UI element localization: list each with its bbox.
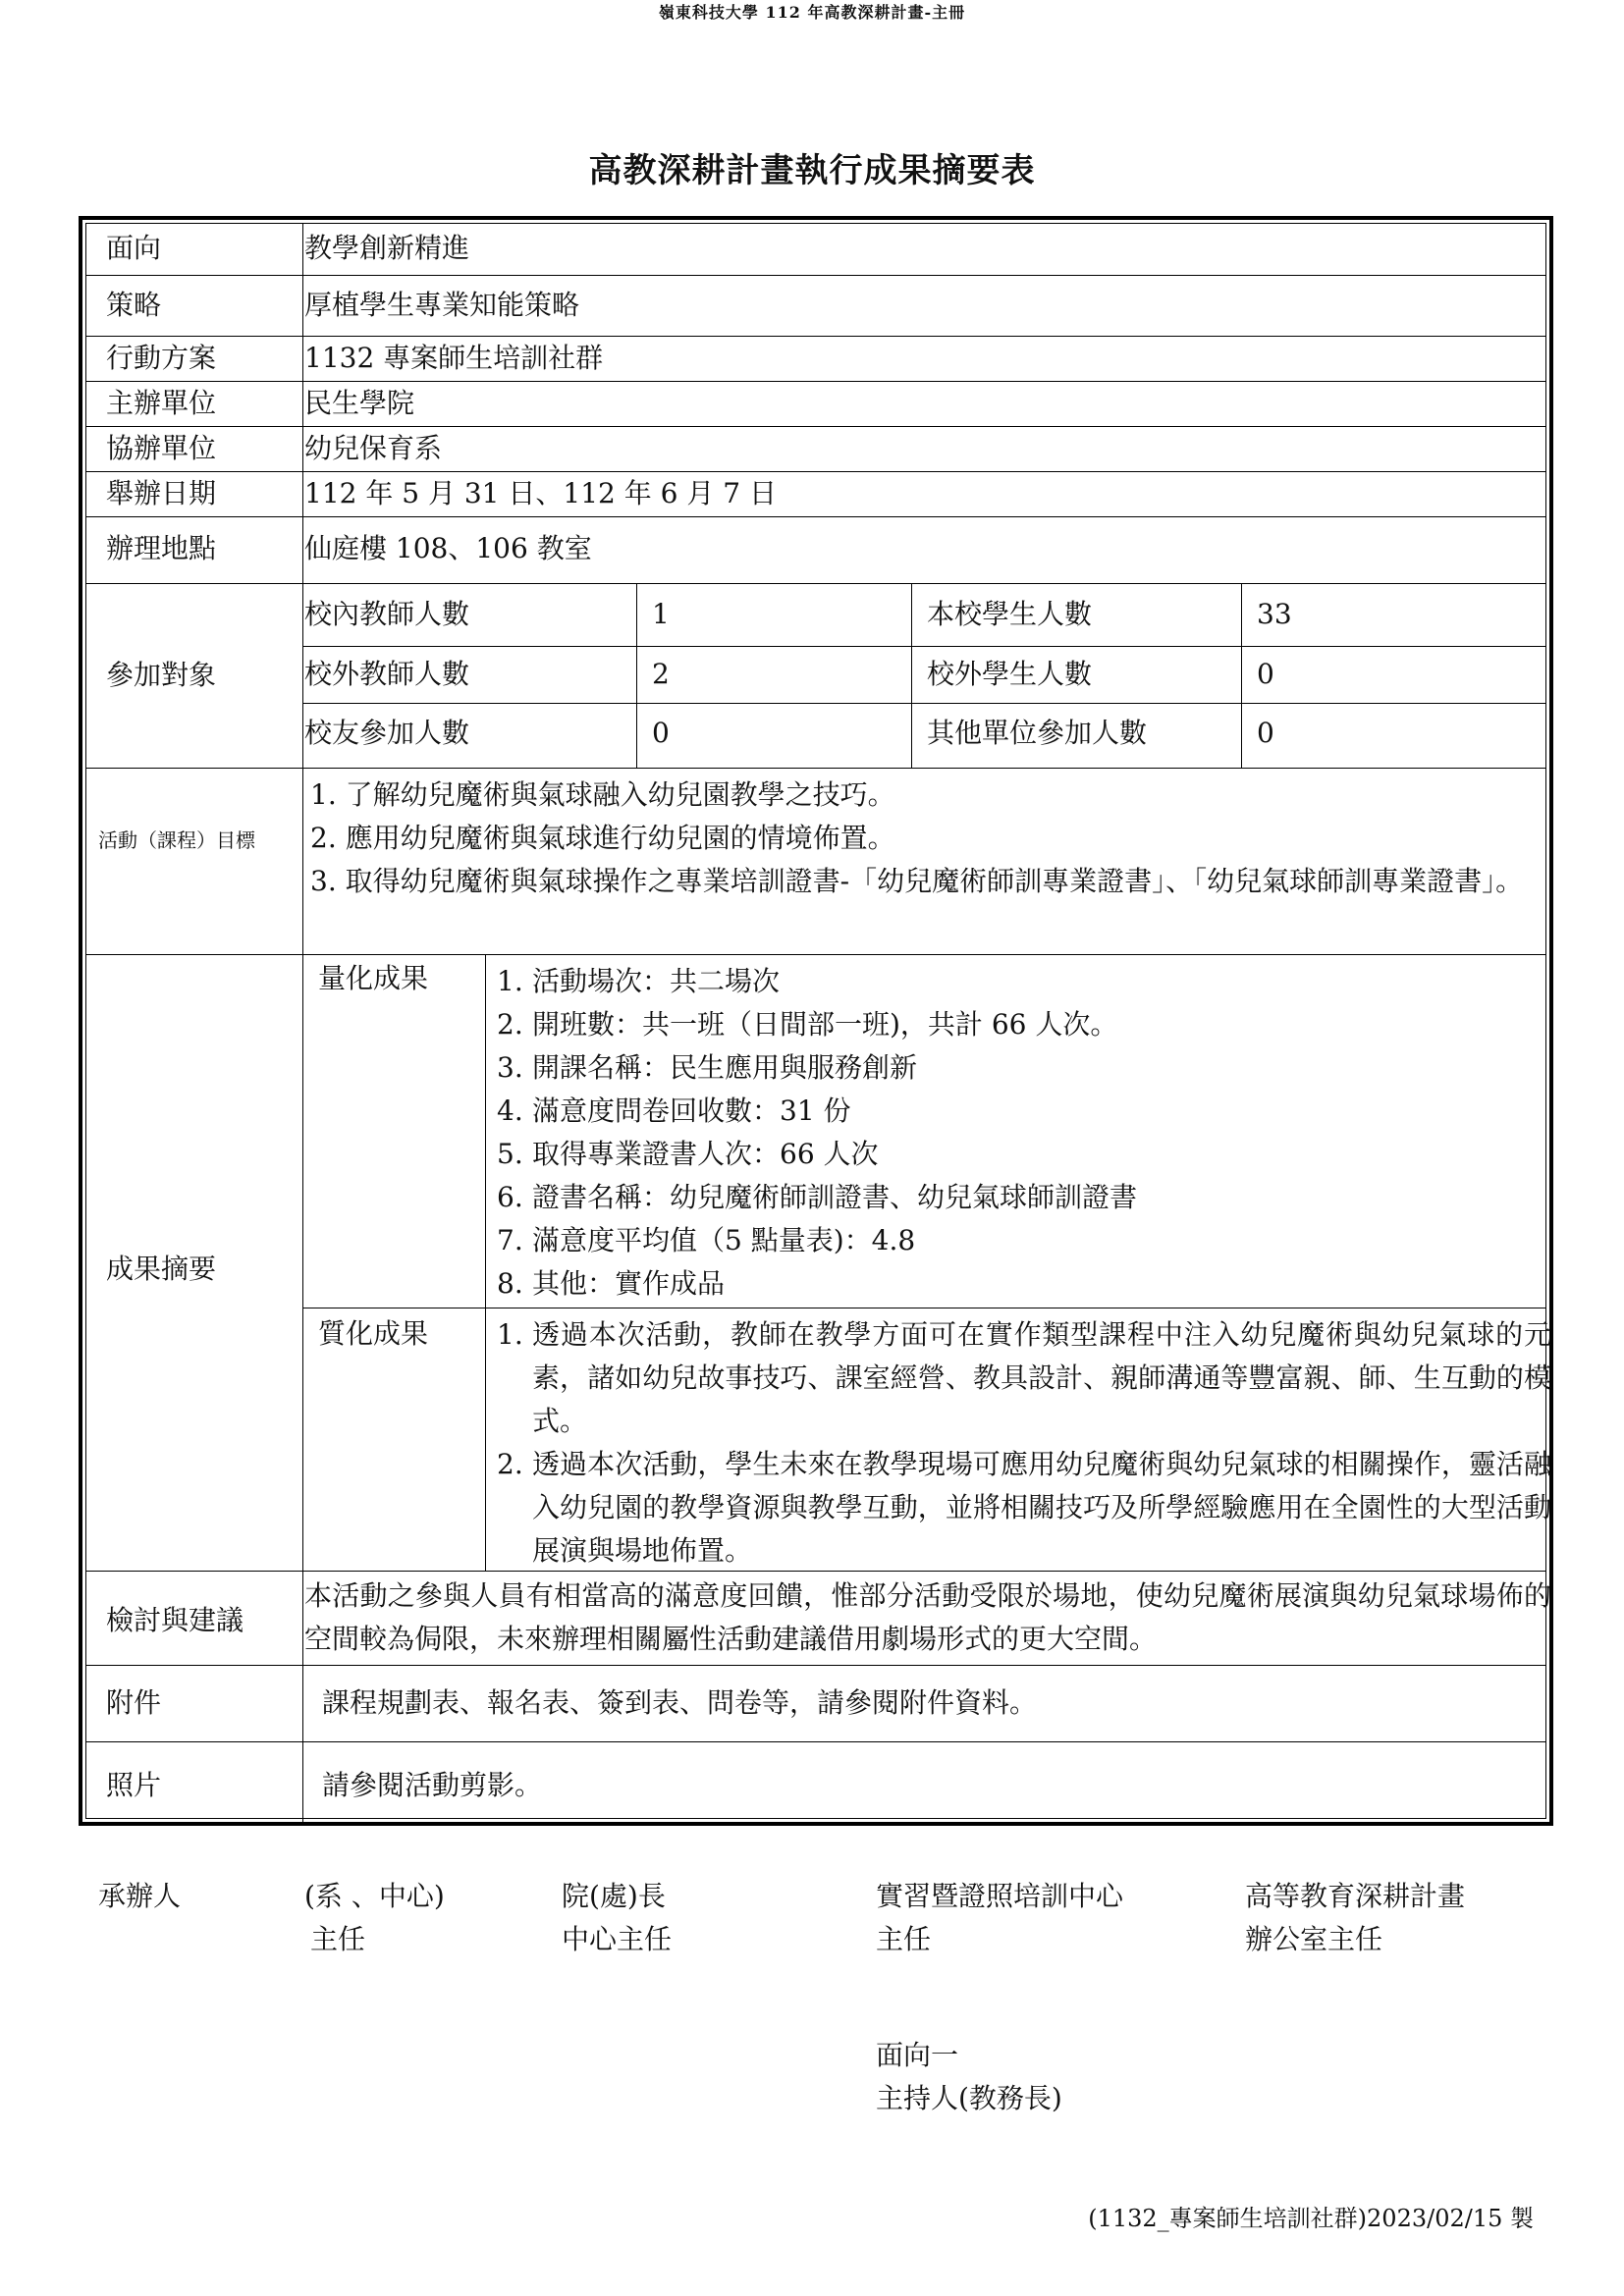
document-title: 嶺東科技大學 112 年高教深耕計畫-主冊: [658, 3, 966, 22]
row-divider: [302, 703, 1545, 704]
action-plan-value: 1132 專案師生培訓社群: [304, 342, 604, 374]
row-divider: [86, 516, 1545, 517]
signature-office: 高等教育深耕計畫 辦公室主任: [1245, 1880, 1466, 1955]
alumni-value: 0: [652, 717, 670, 749]
row-divider: [86, 275, 1545, 276]
review-value: 本活動之參與人員有相當高的滿意度回饋，惟部分活動受限於場地，使幼兒魔術展演與幼兒氣球場佈的空間較為侷限，未來辦理相關屬性活動建議借用劇場形式的更大空間。: [304, 1579, 1551, 1655]
strategy-label: 策略: [106, 289, 162, 321]
students-value: 33: [1257, 598, 1292, 630]
summary-table: [79, 216, 1553, 1826]
participants-label: 參加對象: [106, 659, 217, 691]
participants-divider: [636, 583, 637, 768]
attachment-value: 課程規劃表、報名表、簽到表、問卷等，請參閱附件資料。: [322, 1686, 1038, 1719]
internal-teachers-label: 校內教師人數: [304, 598, 470, 630]
aspect-label: 面向: [106, 232, 162, 264]
qualitative-label: 質化成果: [318, 1317, 429, 1350]
document-subtitle: 高教深耕計畫執行成果摘要表: [588, 151, 1036, 190]
quant-item: 1. 活動場次：共二場次: [497, 965, 781, 997]
signature-college-head: 院(處)長 中心主任: [562, 1880, 673, 1955]
external-students-value: 0: [1257, 658, 1274, 690]
row-divider: [86, 426, 1545, 427]
objective-item: 1. 了解幼兒魔術與氣球融入幼兒園教學之技巧。: [310, 778, 895, 811]
signature-training-center: 實習暨證照培訓中心 主任: [876, 1880, 1124, 1955]
coorganizer-value: 幼兒保育系: [304, 432, 443, 464]
quantitative-list: [497, 960, 1551, 1306]
internal-teachers-value: 1: [652, 598, 670, 630]
quant-item: 6. 證書名稱：幼兒魔術師訓證書、幼兒氣球師訓證書: [497, 1181, 1138, 1213]
alumni-label: 校友參加人數: [304, 717, 470, 749]
summary-table-inner: [85, 223, 1551, 1819]
quant-item: 8. 其他：實作成品: [497, 1267, 726, 1300]
external-teachers-label: 校外教師人數: [304, 658, 470, 690]
venue-value: 仙庭樓 108、106 教室: [304, 532, 592, 564]
signature-host: 面向一 主持人(教務長): [876, 2039, 1062, 2114]
quantitative-label: 量化成果: [318, 962, 429, 994]
signature-handler: 承辦人: [98, 1880, 182, 1912]
document-colophon: (1132_專案師生培訓社群)2023/02/15 製: [1088, 2205, 1534, 2232]
row-divider: [302, 646, 1545, 647]
qualitative-list: [497, 1313, 1551, 1573]
row-divider: [86, 583, 1545, 584]
participants-divider: [911, 583, 912, 768]
row-divider: [86, 954, 1545, 955]
objectives-label: 活動（課程）目標: [98, 828, 255, 852]
quant-item: 3. 開課名稱：民生應用與服務創新: [497, 1051, 918, 1084]
row-divider: [86, 1741, 1545, 1742]
objective-item: 2. 應用幼兒魔術與氣球進行幼兒園的情境佈置。: [310, 822, 895, 854]
organizer-label: 主辦單位: [106, 387, 217, 419]
date-value: 112 年 5 月 31 日、112 年 6 月 7 日: [304, 477, 777, 509]
attachment-label: 附件: [106, 1686, 162, 1719]
qual-item: 2. 透過本次活動，學生未來在教學現場可應用幼兒魔術與幼兒氣球的相關操作，靈活融入幼兒園的教學資源與教學互動，並將相關技巧及所學經驗應用在全園性的大型活動展演與場地佈置。: [497, 1448, 1551, 1567]
label-column-divider: [302, 224, 303, 1824]
row-divider: [86, 381, 1545, 382]
photo-value: 請參閱活動剪影。: [322, 1769, 543, 1801]
external-students-label: 校外學生人數: [927, 658, 1093, 690]
venue-label: 辦理地點: [106, 532, 217, 564]
results-label: 成果摘要: [106, 1253, 217, 1285]
objectives-list: [310, 774, 1551, 903]
quant-item: 5. 取得專業證書人次：66 人次: [497, 1138, 879, 1170]
qual-item: 1. 透過本次活動，教師在教學方面可在實作類型課程中注入幼兒魔術與幼兒氣球的元素，諸如幼兒故事技巧、課室經營、教具設計、親師溝通等豐富親、師、生互動的模式。: [497, 1318, 1551, 1437]
organizer-value: 民生學院: [304, 387, 415, 419]
quant-item: 7. 滿意度平均值（5 點量表)：4.8: [497, 1224, 916, 1256]
action-plan-label: 行動方案: [106, 342, 217, 374]
row-divider: [86, 336, 1545, 337]
objective-item: 3. 取得幼兒魔術與氣球操作之專業培訓證書-「幼兒魔術師訓專業證書」、「幼兒氣球師訓專業證書」。: [310, 865, 1524, 897]
signature-dept-head: (系 、中心) 主任: [304, 1880, 445, 1955]
participants-divider: [1241, 583, 1242, 768]
quant-item: 2. 開班數：共一班（日間部一班)，共計 66 人次。: [497, 1008, 1118, 1041]
external-teachers-value: 2: [652, 658, 670, 690]
photo-label: 照片: [106, 1769, 162, 1801]
date-label: 舉辦日期: [106, 477, 217, 509]
review-label: 檢討與建議: [106, 1604, 244, 1636]
coorganizer-label: 協辦單位: [106, 432, 217, 464]
students-label: 本校學生人數: [927, 598, 1093, 630]
results-divider: [485, 954, 486, 1571]
strategy-value: 厚植學生專業知能策略: [304, 289, 580, 321]
other-units-label: 其他單位參加人數: [927, 717, 1148, 749]
row-divider: [86, 471, 1545, 472]
row-divider: [86, 768, 1545, 769]
aspect-value: 教學創新精進: [304, 232, 470, 264]
quant-item: 4. 滿意度問卷回收數：31 份: [497, 1095, 851, 1127]
other-units-value: 0: [1257, 717, 1274, 749]
row-divider: [86, 1665, 1545, 1666]
